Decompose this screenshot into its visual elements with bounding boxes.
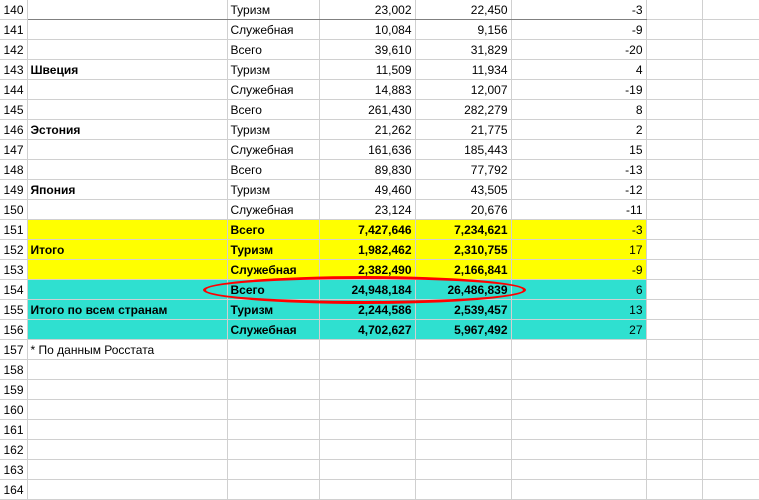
cell-empty[interactable] [702, 440, 759, 460]
table-row[interactable] [0, 0, 759, 20]
cell-empty[interactable] [646, 340, 702, 360]
table-row-empty[interactable] [0, 400, 759, 420]
cell-empty[interactable] [27, 380, 227, 400]
cell-empty[interactable] [646, 260, 702, 280]
table-row-empty[interactable] [0, 360, 759, 380]
cell-country[interactable] [27, 140, 227, 160]
cell-empty[interactable] [646, 20, 702, 40]
cell-value-1[interactable]: 39,610 [319, 40, 415, 60]
cell-empty[interactable] [646, 80, 702, 100]
cell-empty[interactable] [227, 480, 319, 500]
cell-empty[interactable] [646, 0, 702, 20]
cell-empty[interactable] [646, 360, 702, 380]
cell-value-2[interactable]: 2,310,755 [415, 240, 511, 260]
cell-empty[interactable] [702, 300, 759, 320]
cell-purpose[interactable]: Туризм [227, 180, 319, 200]
cell-empty[interactable] [646, 300, 702, 320]
cell-empty[interactable] [227, 360, 319, 380]
cell-percent[interactable]: -13 [511, 160, 646, 180]
cell-empty[interactable] [511, 420, 646, 440]
table-row-grandtotal[interactable] [0, 320, 759, 340]
cell-value-1[interactable]: 21,262 [319, 120, 415, 140]
cell-value-2[interactable]: 5,967,492 [415, 320, 511, 340]
row-header[interactable]: 161 [0, 420, 27, 440]
table-row-subtotal[interactable] [0, 220, 759, 240]
cell-value-1[interactable]: 261,430 [319, 100, 415, 120]
cell-value-1[interactable]: 23,002 [319, 0, 415, 20]
cell-empty[interactable] [646, 440, 702, 460]
cell-country[interactable]: Эстония [27, 120, 227, 140]
cell-purpose[interactable]: Служебная [227, 80, 319, 100]
cell-empty[interactable] [415, 440, 511, 460]
row-header[interactable]: 140 [0, 0, 27, 20]
cell-empty[interactable] [646, 280, 702, 300]
table-row[interactable] [0, 40, 759, 60]
cell-purpose[interactable]: Служебная [227, 320, 319, 340]
cell-value-1[interactable]: 4,702,627 [319, 320, 415, 340]
row-header[interactable]: 145 [0, 100, 27, 120]
cell-empty[interactable] [646, 220, 702, 240]
cell-purpose[interactable]: Служебная [227, 140, 319, 160]
table-row-footnote[interactable] [0, 340, 759, 360]
row-header[interactable]: 163 [0, 460, 27, 480]
cell-empty[interactable] [227, 460, 319, 480]
cell-country[interactable] [27, 40, 227, 60]
cell-empty[interactable] [415, 340, 511, 360]
cell-empty[interactable] [702, 460, 759, 480]
cell-purpose[interactable]: Всего [227, 100, 319, 120]
table-row-empty[interactable] [0, 460, 759, 480]
cell-empty[interactable] [511, 480, 646, 500]
cell-value-1[interactable]: 89,830 [319, 160, 415, 180]
row-header[interactable]: 157 [0, 340, 27, 360]
row-header[interactable]: 153 [0, 260, 27, 280]
cell-value-1[interactable]: 1,982,462 [319, 240, 415, 260]
cell-value-1[interactable]: 24,948,184 [319, 280, 415, 300]
table-row[interactable] [0, 100, 759, 120]
table-row[interactable] [0, 60, 759, 80]
cell-percent[interactable]: -9 [511, 260, 646, 280]
cell-purpose[interactable]: Туризм [227, 300, 319, 320]
cell-empty[interactable] [646, 40, 702, 60]
cell-purpose[interactable]: Всего [227, 220, 319, 240]
cell-empty[interactable] [415, 380, 511, 400]
cell-empty[interactable] [319, 440, 415, 460]
table-row[interactable] [0, 160, 759, 180]
cell-empty[interactable] [511, 440, 646, 460]
cell-empty[interactable] [319, 400, 415, 420]
cell-country[interactable] [27, 0, 227, 20]
cell-empty[interactable] [511, 380, 646, 400]
cell-empty[interactable] [27, 400, 227, 420]
cell-percent[interactable]: -9 [511, 20, 646, 40]
row-header[interactable]: 154 [0, 280, 27, 300]
row-header[interactable]: 151 [0, 220, 27, 240]
cell-percent[interactable]: -3 [511, 0, 646, 20]
cell-percent[interactable]: -11 [511, 200, 646, 220]
cell-purpose[interactable]: Туризм [227, 0, 319, 20]
cell-percent[interactable]: 27 [511, 320, 646, 340]
cell-empty[interactable] [702, 320, 759, 340]
cell-empty[interactable] [646, 120, 702, 140]
cell-empty[interactable] [646, 400, 702, 420]
cell-percent[interactable]: 4 [511, 60, 646, 80]
cell-value-2[interactable]: 7,234,621 [415, 220, 511, 240]
cell-value-2[interactable]: 20,676 [415, 200, 511, 220]
cell-empty[interactable] [27, 440, 227, 460]
row-header[interactable]: 146 [0, 120, 27, 140]
cell-empty[interactable] [227, 420, 319, 440]
cell-empty[interactable] [702, 260, 759, 280]
cell-value-1[interactable]: 49,460 [319, 180, 415, 200]
table-row[interactable] [0, 140, 759, 160]
table-row[interactable] [0, 200, 759, 220]
cell-empty[interactable] [702, 140, 759, 160]
cell-empty[interactable] [646, 320, 702, 340]
cell-value-2[interactable]: 31,829 [415, 40, 511, 60]
table-row-empty[interactable] [0, 380, 759, 400]
cell-value-2[interactable]: 11,934 [415, 60, 511, 80]
cell-empty[interactable] [702, 240, 759, 260]
cell-empty[interactable] [646, 380, 702, 400]
cell-empty[interactable] [27, 420, 227, 440]
cell-purpose[interactable]: Туризм [227, 120, 319, 140]
cell-empty[interactable] [227, 380, 319, 400]
cell-empty[interactable] [27, 360, 227, 380]
cell-purpose[interactable]: Туризм [227, 60, 319, 80]
cell-empty[interactable] [227, 340, 319, 360]
row-header[interactable]: 147 [0, 140, 27, 160]
cell-empty[interactable] [646, 420, 702, 440]
row-header[interactable]: 158 [0, 360, 27, 380]
table-row-grandtotal[interactable] [0, 280, 759, 300]
cell-empty[interactable] [702, 160, 759, 180]
cell-purpose[interactable]: Служебная [227, 260, 319, 280]
cell-value-2[interactable]: 77,792 [415, 160, 511, 180]
cell-value-2[interactable]: 26,486,839 [415, 280, 511, 300]
cell-empty[interactable] [646, 180, 702, 200]
row-header[interactable]: 155 [0, 300, 27, 320]
cell-value-1[interactable]: 2,244,586 [319, 300, 415, 320]
cell-empty[interactable] [702, 480, 759, 500]
cell-empty[interactable] [646, 200, 702, 220]
cell-purpose[interactable]: Всего [227, 40, 319, 60]
cell-country[interactable] [27, 100, 227, 120]
table-row[interactable] [0, 80, 759, 100]
row-header[interactable]: 149 [0, 180, 27, 200]
cell-value-2[interactable]: 22,450 [415, 0, 511, 20]
cell-empty[interactable] [702, 200, 759, 220]
cell-country[interactable]: Швеция [27, 60, 227, 80]
cell-empty[interactable] [415, 460, 511, 480]
cell-percent[interactable]: -20 [511, 40, 646, 60]
cell-country[interactable] [27, 260, 227, 280]
cell-empty[interactable] [415, 420, 511, 440]
cell-empty[interactable] [702, 0, 759, 20]
cell-value-2[interactable]: 2,166,841 [415, 260, 511, 280]
cell-percent[interactable]: 2 [511, 120, 646, 140]
cell-empty[interactable] [646, 100, 702, 120]
cell-value-1[interactable]: 10,084 [319, 20, 415, 40]
row-header[interactable]: 141 [0, 20, 27, 40]
row-header[interactable]: 150 [0, 200, 27, 220]
table-row-subtotal[interactable] [0, 260, 759, 280]
cell-empty[interactable] [702, 40, 759, 60]
row-header[interactable]: 160 [0, 400, 27, 420]
table-row[interactable] [0, 180, 759, 200]
cell-value-2[interactable]: 9,156 [415, 20, 511, 40]
cell-empty[interactable] [415, 480, 511, 500]
cell-empty[interactable] [319, 460, 415, 480]
table-row[interactable] [0, 20, 759, 40]
cell-empty[interactable] [702, 80, 759, 100]
cell-empty[interactable] [702, 20, 759, 40]
cell-empty[interactable] [646, 160, 702, 180]
table-row-subtotal[interactable] [0, 240, 759, 260]
cell-empty[interactable] [646, 240, 702, 260]
cell-value-1[interactable]: 11,509 [319, 60, 415, 80]
cell-empty[interactable] [319, 380, 415, 400]
cell-empty[interactable] [646, 460, 702, 480]
cell-value-1[interactable]: 23,124 [319, 200, 415, 220]
cell-country[interactable] [27, 220, 227, 240]
table-row[interactable] [0, 120, 759, 140]
cell-empty[interactable] [319, 360, 415, 380]
cell-empty[interactable] [319, 420, 415, 440]
cell-percent[interactable]: 6 [511, 280, 646, 300]
cell-empty[interactable] [702, 280, 759, 300]
cell-empty[interactable] [702, 360, 759, 380]
row-header[interactable]: 162 [0, 440, 27, 460]
row-header[interactable]: 159 [0, 380, 27, 400]
row-header[interactable]: 148 [0, 160, 27, 180]
cell-value-2[interactable]: 185,443 [415, 140, 511, 160]
cell-empty[interactable] [702, 420, 759, 440]
cell-country[interactable]: Итого [27, 240, 227, 260]
cell-country[interactable] [27, 320, 227, 340]
row-header[interactable]: 156 [0, 320, 27, 340]
cell-empty[interactable] [702, 220, 759, 240]
cell-percent[interactable]: 17 [511, 240, 646, 260]
cell-empty[interactable] [646, 140, 702, 160]
cell-empty[interactable] [702, 120, 759, 140]
cell-value-1[interactable]: 7,427,646 [319, 220, 415, 240]
cell-empty[interactable] [702, 60, 759, 80]
cell-value-2[interactable]: 43,505 [415, 180, 511, 200]
cell-empty[interactable] [702, 100, 759, 120]
cell-value-2[interactable]: 12,007 [415, 80, 511, 100]
cell-value-2[interactable]: 282,279 [415, 100, 511, 120]
cell-percent[interactable]: 13 [511, 300, 646, 320]
table-row-empty[interactable] [0, 440, 759, 460]
row-header[interactable]: 152 [0, 240, 27, 260]
cell-empty[interactable] [319, 480, 415, 500]
table-row-grandtotal-highlighted[interactable] [0, 300, 759, 320]
cell-percent[interactable]: -12 [511, 180, 646, 200]
cell-empty[interactable] [511, 340, 646, 360]
cell-empty[interactable] [702, 340, 759, 360]
cell-empty[interactable] [415, 360, 511, 380]
cell-empty[interactable] [27, 460, 227, 480]
cell-percent[interactable]: 8 [511, 100, 646, 120]
footnote-text[interactable]: * По данным Росстата [27, 340, 227, 360]
cell-empty[interactable] [27, 480, 227, 500]
cell-empty[interactable] [319, 340, 415, 360]
cell-empty[interactable] [227, 400, 319, 420]
cell-country[interactable]: Япония [27, 180, 227, 200]
row-header[interactable]: 164 [0, 480, 27, 500]
cell-purpose[interactable]: Служебная [227, 200, 319, 220]
cell-empty[interactable] [702, 400, 759, 420]
cell-percent[interactable]: 15 [511, 140, 646, 160]
row-header[interactable]: 142 [0, 40, 27, 60]
row-header[interactable]: 143 [0, 60, 27, 80]
cell-purpose[interactable]: Всего [227, 280, 319, 300]
cell-value-1[interactable]: 2,382,490 [319, 260, 415, 280]
cell-country[interactable] [27, 20, 227, 40]
cell-percent[interactable]: -3 [511, 220, 646, 240]
cell-value-1[interactable]: 14,883 [319, 80, 415, 100]
cell-value-1[interactable]: 161,636 [319, 140, 415, 160]
cell-country[interactable] [27, 280, 227, 300]
cell-empty[interactable] [511, 460, 646, 480]
cell-empty[interactable] [646, 480, 702, 500]
row-header[interactable]: 144 [0, 80, 27, 100]
cell-purpose[interactable]: Всего [227, 160, 319, 180]
cell-purpose[interactable]: Служебная [227, 20, 319, 40]
cell-percent[interactable]: -19 [511, 80, 646, 100]
cell-value-2[interactable]: 21,775 [415, 120, 511, 140]
table-row-empty[interactable] [0, 420, 759, 440]
table-row-empty[interactable] [0, 480, 759, 500]
cell-empty[interactable] [511, 360, 646, 380]
cell-empty[interactable] [702, 180, 759, 200]
cell-empty[interactable] [702, 380, 759, 400]
cell-purpose[interactable]: Туризм [227, 240, 319, 260]
cell-country[interactable] [27, 80, 227, 100]
cell-country[interactable] [27, 160, 227, 180]
cell-empty[interactable] [227, 440, 319, 460]
cell-value-2[interactable]: 2,539,457 [415, 300, 511, 320]
cell-empty[interactable] [646, 60, 702, 80]
cell-empty[interactable] [511, 400, 646, 420]
cell-empty[interactable] [415, 400, 511, 420]
cell-country[interactable] [27, 200, 227, 220]
cell-country[interactable]: Итого по всем странам [27, 300, 227, 320]
